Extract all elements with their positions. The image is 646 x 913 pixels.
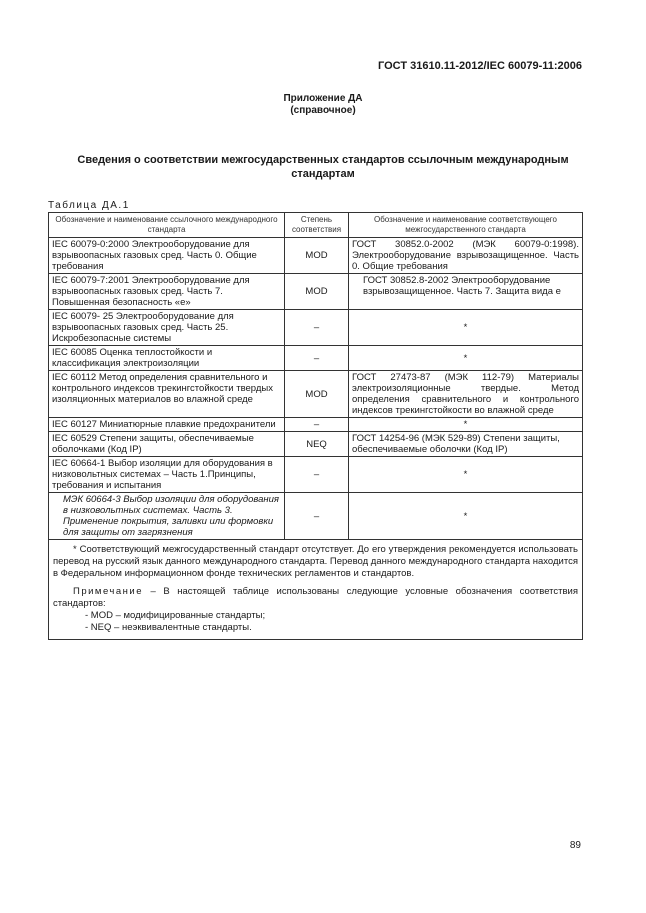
cell-national: * [349, 493, 583, 540]
note-item: - MOD – модифицированные стандарты; [85, 610, 266, 621]
cell-national: ГОСТ 27473-87 (МЭК 112-79) Материалы электроизоляционные твердые. Метод определения сравнительного и контрольного индексов трекингстойкости во влажной среде [349, 371, 583, 418]
table-row [49, 493, 583, 540]
cell-degree: – [285, 493, 349, 540]
page-number: 89 [569, 840, 581, 851]
appendix-heading [0, 93, 646, 117]
note-label: Примечание [73, 586, 143, 597]
table-row [49, 310, 583, 346]
cell-international: IEC 60079- 25 Электрооборудование для взрывоопасных газовых сред. Часть 25. Искробезопасные системы [49, 310, 285, 346]
cell-degree: NEQ [285, 432, 349, 457]
cell-national: ГОСТ 14254-96 (МЭК 529-89) Степени защиты, обеспечиваемые оболочки (Код IP) [349, 432, 583, 457]
cell-national: * [349, 310, 583, 346]
note-item: - NEQ – неэквивалентные стандарты. [85, 622, 252, 633]
cell-international: IEC 60529 Степени защиты, обеспечиваемые оболочками (Код IP) [49, 432, 285, 457]
table-row [49, 418, 583, 432]
document-header: ГОСТ 31610.11-2012/IEC 60079-11:2006 [378, 60, 582, 72]
cell-international: МЭК 60664-3 Выбор изоляции для оборудования в низковольтных системах. Часть 3. Применение покрытия, заливки или формовки для защиты от загрязнения [49, 493, 285, 540]
note-text: – В настоящей таблице использованы следующие условные обозначения соответствия стандартов: [53, 586, 578, 609]
cell-degree: – [285, 310, 349, 346]
table-label: Таблица ДА.1 [48, 200, 130, 211]
footnote-text: * Соответствующий межгосударственный стандарт отсутствует. До его утверждения рекомендуется использовать перевод на русский язык данного международного стандарта. Перевод данного международного стандарта находится в Федеральном информационном фонде технических регламентов и стандартов. [53, 544, 578, 579]
cell-degree: – [285, 346, 349, 371]
cell-international: IEC 60112 Метод определения сравнительного и контрольного индексов трекингстойкости твердых изоляционных материалов во влажной среде [49, 371, 285, 418]
table-row [49, 346, 583, 371]
cell-degree: MOD [285, 274, 349, 310]
note-paragraph [53, 586, 578, 610]
cell-international: IEC 60079-7:2001 Электрооборудование для взрывоопасных газовых сред. Часть 7. Повышенная безопасность «е» [49, 274, 285, 310]
table-row [49, 371, 583, 418]
cell-degree: MOD [285, 371, 349, 418]
table-footer-row [49, 540, 583, 640]
table-row [49, 274, 583, 310]
cell-national: * [349, 457, 583, 493]
cell-degree: MOD [285, 238, 349, 274]
cell-international: IEC 60079-0:2000 Электрооборудование для взрывоопасных газовых сред. Часть 0. Общие требования [49, 238, 285, 274]
header-national: Обозначение и наименование соответствующего межгосударственного стандарта [349, 213, 583, 238]
cell-national: * [349, 418, 583, 432]
table-header-row [49, 213, 583, 238]
header-degree: Степень соответствия [285, 213, 349, 238]
table-footnote-cell [49, 540, 583, 640]
cell-international: IEC 60664-1 Выбор изоляции для оборудования в низковольтных системах – Часть 1.Принципы, требования и испытания [49, 457, 285, 493]
correspondence-table [48, 212, 583, 640]
cell-degree: – [285, 457, 349, 493]
cell-international: IEC 60127 Миниатюрные плавкие предохранители [49, 418, 285, 432]
table-row [49, 238, 583, 274]
cell-national: ГОСТ 30852.0-2002 (МЭК 60079-0:1998). Электрооборудование взрывозащищенное. Часть 0. Общие требования [349, 238, 583, 274]
header-international: Обозначение и наименование ссылочного международного стандарта [49, 213, 285, 238]
appendix-title: Приложение ДА [283, 93, 363, 104]
section-title: Сведения о соответствии межгосударственных стандартов ссылочным международным стандартам [77, 154, 569, 180]
cell-national: ГОСТ 30852.8-2002 Электрооборудование взрывозащищенное. Часть 7. Защита вида е [349, 274, 583, 310]
table-row [49, 457, 583, 493]
table-row [49, 432, 583, 457]
cell-national: * [349, 346, 583, 371]
cell-international: IEC 60085 Оценка теплостойкости и классификация электроизоляции [49, 346, 285, 371]
appendix-subtitle: (справочное) [290, 105, 356, 116]
cell-degree: – [285, 418, 349, 432]
